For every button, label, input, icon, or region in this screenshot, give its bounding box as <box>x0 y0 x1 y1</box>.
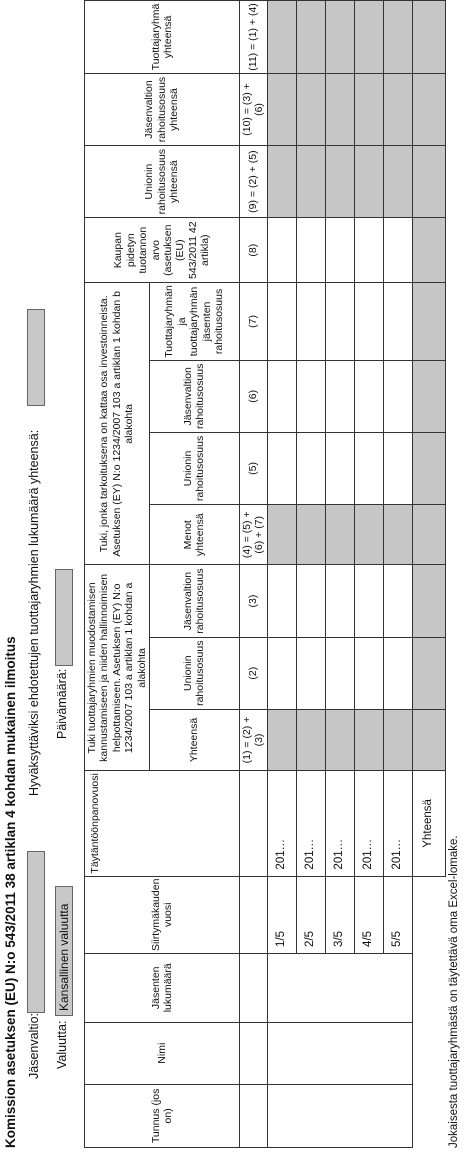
calc-cell <box>383 1 412 74</box>
header-nimi: Nimi <box>85 1022 240 1084</box>
input-cell[interactable] <box>296 565 325 637</box>
header-siirtymakauden-vuosi: Siirtymäkauden vuosi <box>85 876 240 953</box>
formula-1: (1) = (2) + (3) <box>239 709 267 770</box>
calc-cell <box>296 146 325 218</box>
calc-cell <box>325 73 354 145</box>
tuottajaryhmien-lukumaara-field[interactable] <box>27 309 45 406</box>
header-tuottajaryhma-yhteensa: Tuottajaryhmä yhteensä <box>85 1 240 74</box>
header-jasenten-lukumaara: Jäsenten lukumäärä <box>85 953 240 1022</box>
page-title: Komission asetuksen (EU) N:o 543/2011 38 artiklan 4 kohdan mukainen ilmoitus <box>3 636 18 1148</box>
siirtyma-cell: 4/5 <box>354 876 383 953</box>
total-cell <box>412 283 445 361</box>
nimi-cell[interactable] <box>267 1022 412 1084</box>
vuosi-cell: 201… <box>296 771 325 876</box>
calc-cell <box>325 505 354 565</box>
formula-2: (2) <box>239 637 267 709</box>
blank-cell <box>412 953 445 1022</box>
input-cell[interactable] <box>296 218 325 283</box>
header-unionin-yhteensa: Unionin rahoitusosuus yhteensä <box>85 146 240 218</box>
calc-cell <box>354 709 383 770</box>
input-cell[interactable] <box>383 283 412 361</box>
vuosi-cell: 201… <box>383 771 412 876</box>
header-group-investoinnit: Tuki, jonka tarkoituksena on kattaa osa investoinneista. Asetuksen (EY) N:o 1234/2007 103 a artiklan 1 kohdan b alakohta <box>85 283 150 565</box>
input-cell[interactable] <box>325 360 354 432</box>
siirtyma-cell: 5/5 <box>383 876 412 953</box>
calc-cell <box>325 1 354 74</box>
formula-cell <box>239 1022 267 1084</box>
blank-cell <box>412 876 445 953</box>
calc-cell <box>267 146 296 218</box>
formula-10: (10) = (3) + (6) <box>239 73 267 145</box>
input-cell[interactable] <box>325 637 354 709</box>
formula-cell <box>239 953 267 1022</box>
header-unionin-rahoitusosuus-1: Unionin rahoitusosuus <box>149 637 239 709</box>
input-cell[interactable] <box>354 218 383 283</box>
total-cell <box>412 360 445 432</box>
input-cell[interactable] <box>354 432 383 504</box>
vuosi-cell: 201… <box>267 771 296 876</box>
calc-cell <box>354 505 383 565</box>
calc-cell <box>383 146 412 218</box>
input-cell[interactable] <box>325 432 354 504</box>
total-label: Yhteensä <box>412 771 445 876</box>
calc-cell <box>383 709 412 770</box>
vuosi-cell: 201… <box>354 771 383 876</box>
total-cell <box>412 709 445 770</box>
calc-cell <box>325 146 354 218</box>
input-cell[interactable] <box>383 565 412 637</box>
input-cell[interactable] <box>354 637 383 709</box>
vuosi-cell: 201… <box>325 771 354 876</box>
input-cell[interactable] <box>296 432 325 504</box>
total-row <box>412 1 445 1148</box>
total-cell <box>412 146 445 218</box>
calc-cell <box>267 505 296 565</box>
calc-cell <box>325 709 354 770</box>
input-cell[interactable] <box>354 283 383 361</box>
header-tunnus: Tunnus (jos on) <box>85 1084 240 1147</box>
valuutta-label: Valuutta: <box>55 1020 69 1069</box>
input-cell[interactable] <box>383 218 412 283</box>
formula-6: (6) <box>239 360 267 432</box>
total-cell <box>412 565 445 637</box>
total-cell <box>412 505 445 565</box>
jasenten-cell[interactable] <box>267 953 412 1022</box>
input-cell[interactable] <box>296 283 325 361</box>
calc-cell <box>267 1 296 74</box>
formula-5: (5) <box>239 432 267 504</box>
calc-cell <box>383 73 412 145</box>
input-cell[interactable] <box>267 432 296 504</box>
header-tuottajaryhman-rahoitusosuus: Tuottajaryhmän ja tuottajaryhmän jäsenten rahoitusosuus <box>149 283 239 361</box>
calc-cell <box>296 73 325 145</box>
blank-cell <box>412 1022 445 1084</box>
input-cell[interactable] <box>354 360 383 432</box>
formula-9: (9) = (2) + (5) <box>239 146 267 218</box>
jasenvaltio-label: Jäsenvaltio: <box>27 1012 41 1079</box>
input-cell[interactable] <box>325 565 354 637</box>
tuottajaryhmien-lukumaara-label: Hyväksyttäviksi ehdotettujen tuottajaryhmien lukumäärä yhteensä: <box>27 429 41 796</box>
header-unionin-rahoitusosuus-2: Unionin rahoitusosuus <box>149 432 239 504</box>
input-cell[interactable] <box>383 360 412 432</box>
formula-8: (8) <box>239 218 267 283</box>
input-cell[interactable] <box>383 432 412 504</box>
total-cell <box>412 218 445 283</box>
formula-cell <box>239 876 267 953</box>
header-yhteensa: Yhteensä <box>149 709 239 770</box>
input-cell[interactable] <box>354 565 383 637</box>
input-cell[interactable] <box>325 218 354 283</box>
header-jasenvaltion-yhteensa: Jäsenvaltion rahoitusosuus yhteensä <box>85 73 240 145</box>
formula-4: (4) = (5) + (6) + (7) <box>239 505 267 565</box>
header-jasenvaltion-rahoitusosuus-2: Jäsenvaltion rahoitusosuus <box>149 360 239 432</box>
data-table <box>84 0 446 1148</box>
calc-cell <box>296 1 325 74</box>
total-cell <box>412 1 445 74</box>
formula-cell <box>239 771 267 876</box>
calc-cell <box>354 146 383 218</box>
paivamaara-label: Päivämäärä: <box>55 668 69 739</box>
formula-3: (3) <box>239 565 267 637</box>
header-group-muodostaminen: Tuki tuottajaryhmien muodostamisen kannustamiseen ja niiden hallinnoimisen helpottamiseen. Asetuksen (EY) N:o 1234/2007 103 a artiklan 1 kohdan a alakohta <box>85 565 150 771</box>
paivamaara-field[interactable] <box>55 569 73 666</box>
calc-cell <box>296 505 325 565</box>
calc-cell <box>383 505 412 565</box>
header-jasenvaltion-rahoitusosuus-1: Jäsenvaltion rahoitusosuus <box>149 565 239 637</box>
total-cell <box>412 637 445 709</box>
calc-cell <box>296 709 325 770</box>
total-cell <box>412 73 445 145</box>
input-cell[interactable] <box>383 637 412 709</box>
footnote: Jokaisesta tuottajaryhmästä on täytettävä oma Excel-lomake. <box>448 835 460 1148</box>
calc-cell <box>354 1 383 74</box>
input-cell[interactable] <box>325 283 354 361</box>
siirtyma-cell: 3/5 <box>325 876 354 953</box>
total-cell <box>412 432 445 504</box>
header-kaupan-pidetyn-tuotannon-arvo: Kaupan pidetyn tuotannon arvo (asetuksen (EU) 543/2011 42 artikla) <box>85 218 240 283</box>
input-cell[interactable] <box>267 218 296 283</box>
input-cell[interactable] <box>296 637 325 709</box>
formula-7: (7) <box>239 283 267 361</box>
input-cell[interactable] <box>296 360 325 432</box>
calc-cell <box>267 73 296 145</box>
formula-cell <box>239 1084 267 1147</box>
input-cell[interactable] <box>267 360 296 432</box>
header-taytantoonpanovuosi: Täytäntöönpanovuosi <box>85 771 240 876</box>
input-cell[interactable] <box>267 283 296 361</box>
formula-row <box>239 1 267 1148</box>
tunnus-cell[interactable] <box>267 1084 412 1147</box>
calc-cell <box>354 73 383 145</box>
formula-11: (11) = (1) + (4) <box>239 1 267 74</box>
calc-cell <box>267 709 296 770</box>
siirtyma-cell: 2/5 <box>296 876 325 953</box>
jasenvaltio-field[interactable] <box>27 851 45 1013</box>
input-cell[interactable] <box>267 565 296 637</box>
siirtyma-cell: 1/5 <box>267 876 296 953</box>
valuutta-field[interactable]: Kansallinen valuutta <box>55 886 73 1016</box>
blank-cell <box>412 1084 445 1147</box>
input-cell[interactable] <box>267 637 296 709</box>
header-menot-yhteensa: Menot yhteensä <box>149 505 239 565</box>
table-row <box>267 1 296 1148</box>
